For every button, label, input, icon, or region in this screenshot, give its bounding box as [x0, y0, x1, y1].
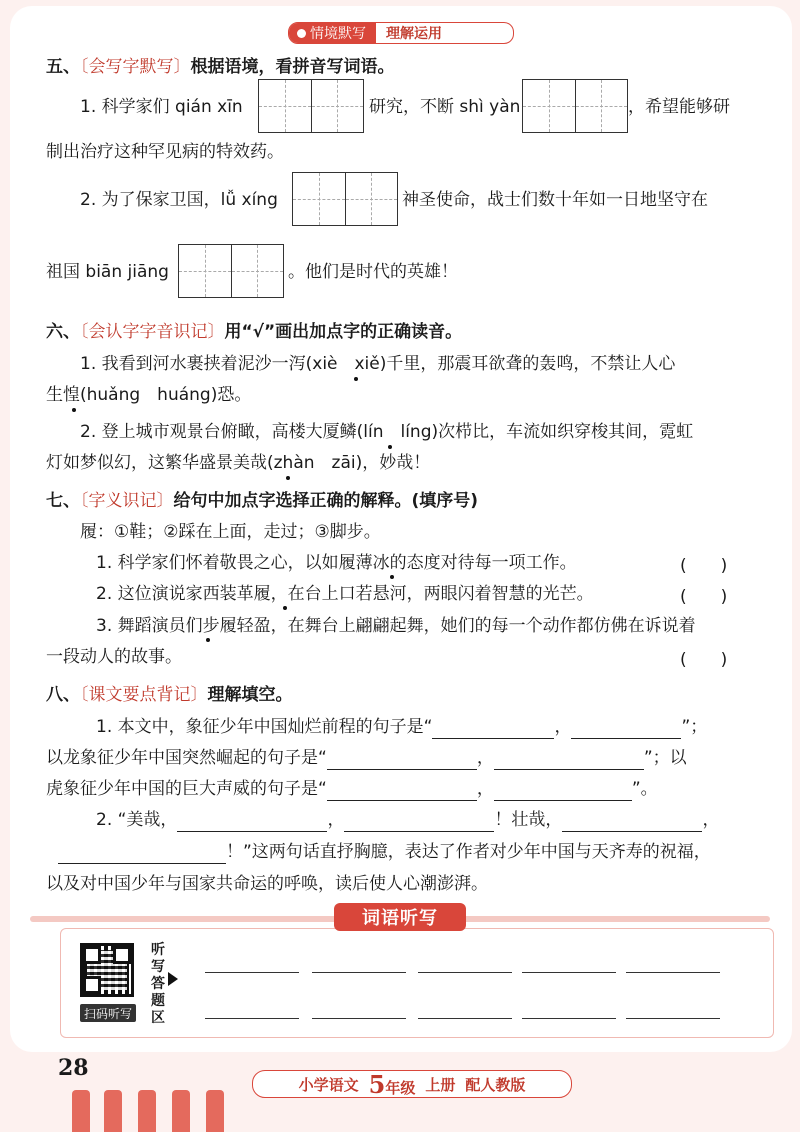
blank-7[interactable]	[177, 813, 327, 832]
s5-q2-text-d: 。他们是时代的英雄！	[288, 262, 458, 282]
banner-icon	[297, 29, 306, 38]
banner-right-label: 理解运用	[386, 26, 442, 42]
blank-8[interactable]	[344, 813, 494, 832]
dictation-line[interactable]	[418, 972, 512, 973]
arrow-right-icon	[168, 972, 178, 986]
dictation-line[interactable]	[522, 1018, 616, 1019]
scan-to-dictate-label[interactable]: 扫码听写	[80, 1004, 136, 1022]
page-edge-tab	[172, 1090, 190, 1132]
blank-9[interactable]	[562, 813, 702, 832]
dictation-line[interactable]	[312, 972, 406, 973]
dictation-zone-label: 听写答题区	[151, 942, 165, 1026]
s5-q2-text-c: 祖国 biān jiāng	[46, 262, 169, 282]
s8-line-3: 虎象征少年中国的巨大声威的句子是“ ， ”。	[46, 779, 658, 799]
answer-paren-3[interactable]: ( )	[680, 650, 728, 670]
answer-grid-lvxing[interactable]	[292, 172, 398, 226]
emphasis-dot	[206, 638, 210, 642]
blank-10[interactable]	[58, 845, 226, 864]
s5-q1-text-b: 研究，不断 shì yàn	[369, 97, 521, 117]
page-edge-tab	[104, 1090, 122, 1132]
emphasis-dot	[354, 377, 358, 381]
s8-line-4: 2. “美哉， ， ！壮哉， ，	[96, 810, 720, 830]
emphasis-dot	[72, 408, 76, 412]
answer-paren-1[interactable]: ( )	[680, 556, 728, 576]
s6-q2-line-a: 2. 登上城市观景台俯瞰，高楼大厦鳞(lín líng)次栉比，车流如织穿梭其间，霓虹	[80, 422, 694, 442]
section-6-tag: 〔会认字字音识记〕	[80, 322, 225, 342]
section-7-tag: 〔字义识记〕	[80, 491, 174, 511]
banner-left-label: 情境默写	[310, 26, 366, 42]
grade-number: 5	[368, 1069, 386, 1099]
page-edge-tab	[206, 1090, 224, 1132]
emphasis-dot	[390, 575, 394, 579]
s5-q2-text-a: 2. 为了保家卫国，lǚ xíng	[80, 190, 278, 210]
s6-q1-line-a: 1. 我看到河水裹挟着泥沙一泻(xiè xiě)千里，那震耳欲聋的轰鸣，不禁让人心	[80, 354, 676, 374]
book-info-footer	[252, 1070, 572, 1098]
answer-paren-2[interactable]: ( )	[680, 587, 728, 607]
subject-label: 小学语文	[298, 1075, 359, 1094]
vocab-title: 词语听写	[334, 903, 466, 931]
emphasis-dot	[283, 606, 287, 610]
blank-4[interactable]	[494, 751, 644, 770]
section-7-heading: 七、〔字义识记〕给句中加点字选择正确的解释。(填序号)	[46, 491, 479, 511]
answer-grid-bianjiang[interactable]	[178, 244, 284, 298]
answer-grid-shiyan[interactable]	[522, 79, 628, 133]
blank-1[interactable]	[432, 720, 554, 739]
qr-code-icon[interactable]	[80, 943, 134, 997]
dictation-line[interactable]	[312, 1018, 406, 1019]
dictation-line[interactable]	[418, 1018, 512, 1019]
page-edge-tab	[138, 1090, 156, 1132]
emphasis-dot	[286, 476, 290, 480]
s5-q1-text-a: 1. 科学家们 qián xīn	[80, 97, 243, 117]
s7-q2: 2. 这位演说家西装革履，在台上口若悬河，两眼闪着智慧的光芒。	[96, 584, 594, 604]
blank-2[interactable]	[571, 720, 681, 739]
section-8-tag: 〔课文要点背记〕	[80, 685, 208, 705]
answer-grid-qianxin[interactable]	[258, 79, 364, 133]
s6-q2-line-b: 灯如梦似幻，这繁华盛景美哉(zhàn zāi)，妙哉！	[46, 453, 431, 473]
term-label: 上册	[425, 1075, 456, 1094]
dictation-line[interactable]	[626, 972, 720, 973]
blank-3[interactable]	[327, 751, 477, 770]
dictation-line[interactable]	[205, 1018, 299, 1019]
edition-label: 配人教版	[465, 1075, 526, 1094]
s7-q1: 1. 科学家们怀着敬畏之心，以如履薄冰的态度对待每一项工作。	[96, 553, 577, 573]
dictation-line[interactable]	[522, 972, 616, 973]
s7-q3-line-b: 一段动人的故事。	[46, 647, 182, 667]
s8-line-6: 以及对中国少年与国家共命运的呼唤，读后使人心潮澎湃。	[46, 874, 488, 894]
s7-definition: 履：①鞋；②踩在上面，走过；③脚步。	[80, 522, 381, 542]
dictation-line[interactable]	[205, 972, 299, 973]
dictation-line[interactable]	[626, 1018, 720, 1019]
page-number: 28	[58, 1055, 89, 1081]
s8-line-5: ！”这两句话直抒胸臆，表达了作者对少年中国与天齐寿的祝福，	[58, 840, 711, 864]
blank-6[interactable]	[494, 782, 632, 801]
section-6-heading: 六、〔会认字字音识记〕用“√”画出加点字的正确读音。	[46, 322, 463, 342]
section-5-tag: 〔会写字默写〕	[80, 57, 191, 77]
s8-line-2: 以龙象征少年中国突然崛起的句子是“ ， ”；以	[46, 748, 687, 768]
section-banner	[288, 22, 514, 44]
section-5-heading: 五、〔会写字默写〕根据语境，看拼音写词语。	[46, 57, 395, 77]
page-edge-tab	[72, 1090, 90, 1132]
section-8-heading: 八、〔课文要点背记〕理解填空。	[46, 685, 293, 705]
s5-q1-text-d: 制出治疗这种罕见病的特效药。	[46, 142, 284, 162]
s7-q3-line-a: 3. 舞蹈演员们步履轻盈，在舞台上翩翩起舞，她们的每一个动作都仿佛在诉说着	[96, 616, 696, 636]
emphasis-dot	[388, 445, 392, 449]
s6-q1-line-b: 生惶(huǎng huáng)恐。	[46, 385, 252, 405]
s8-line-1: 1. 本文中，象征少年中国灿烂前程的句子是“ ， ”；	[96, 717, 708, 737]
s5-q2-text-b: 神圣使命，战士们数十年如一日地坚守在	[402, 190, 708, 210]
s5-q1-text-c: ，希望能够研	[628, 97, 730, 117]
blank-5[interactable]	[327, 782, 477, 801]
grade-label: 年级	[385, 1078, 416, 1097]
